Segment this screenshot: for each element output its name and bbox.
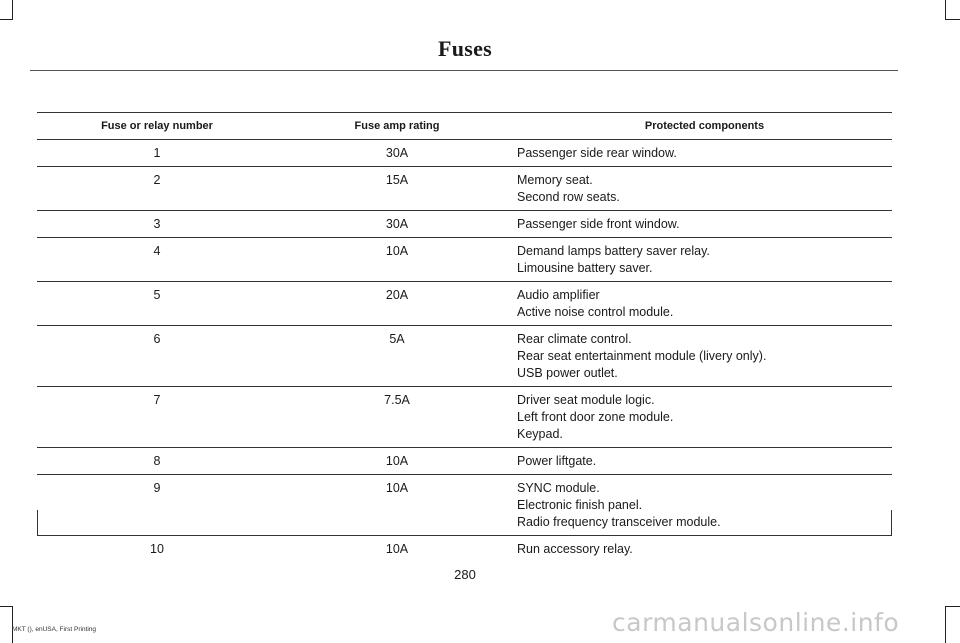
fuse-number-cell: 7 bbox=[153, 393, 161, 407]
fuse-number-cell: 10 bbox=[150, 542, 164, 556]
component-line: Rear seat entertainment module (livery only). bbox=[517, 349, 767, 363]
table-continuation-right bbox=[891, 510, 892, 536]
component-line: Run accessory relay. bbox=[517, 542, 633, 556]
component-line: Power liftgate. bbox=[517, 454, 597, 468]
table-row bbox=[37, 387, 892, 448]
protected-components-cell bbox=[517, 167, 892, 210]
fuse-number-cell: 4 bbox=[153, 244, 161, 258]
amp-rating-cell: 10A bbox=[385, 481, 409, 495]
table-row bbox=[37, 238, 892, 282]
fuse-number-cell: 2 bbox=[153, 173, 161, 187]
crop-mark-top-right-v bbox=[945, 0, 946, 20]
table-continuation-left bbox=[37, 510, 38, 536]
component-line: USB power outlet. bbox=[517, 366, 618, 380]
component-line: SYNC module. bbox=[517, 481, 600, 495]
component-line: Keypad. bbox=[517, 427, 563, 441]
component-line: Passenger side front window. bbox=[517, 217, 680, 231]
crop-mark-top-right-h bbox=[945, 19, 960, 20]
crop-mark-bottom-left-v bbox=[12, 606, 13, 643]
amp-rating-cell: 10A bbox=[385, 244, 409, 258]
component-line: Active noise control module. bbox=[517, 305, 674, 319]
fuse-number-cell: 9 bbox=[153, 481, 161, 495]
table-header-row bbox=[37, 112, 892, 140]
protected-components-cell bbox=[517, 387, 892, 447]
table-row bbox=[37, 536, 892, 562]
protected-components-cell bbox=[517, 536, 892, 562]
component-line: Passenger side rear window. bbox=[517, 146, 677, 160]
table-row bbox=[37, 326, 892, 387]
page-title: Fuses bbox=[437, 36, 493, 61]
table-row bbox=[37, 211, 892, 238]
protected-components-cell bbox=[517, 211, 892, 237]
fuse-number-cell: 3 bbox=[153, 217, 161, 231]
amp-rating-cell: 15A bbox=[385, 173, 409, 187]
protected-components-cell bbox=[517, 282, 892, 325]
component-line: Driver seat module logic. bbox=[517, 393, 655, 407]
footer-print-info: MKT (), enUSA, First Printing bbox=[12, 626, 97, 633]
component-line: Radio frequency transceiver module. bbox=[517, 515, 721, 529]
protected-components-cell bbox=[517, 238, 892, 281]
table-body bbox=[37, 140, 892, 562]
component-line: Second row seats. bbox=[517, 190, 620, 204]
amp-rating-cell: 30A bbox=[385, 217, 409, 231]
amp-rating-cell: 30A bbox=[385, 146, 409, 160]
protected-components-cell bbox=[517, 448, 892, 474]
column-header-amp-rating: Fuse amp rating bbox=[354, 120, 440, 132]
fuse-table bbox=[37, 112, 892, 562]
component-line: Electronic finish panel. bbox=[517, 498, 643, 512]
fuse-number-cell: 8 bbox=[153, 454, 161, 468]
protected-components-cell bbox=[517, 326, 892, 386]
crop-mark-top-left-h bbox=[0, 19, 13, 20]
column-header-fuse-number: Fuse or relay number bbox=[101, 120, 213, 132]
crop-mark-bottom-right-h bbox=[945, 606, 960, 607]
table-row bbox=[37, 140, 892, 167]
amp-rating-cell: 20A bbox=[385, 288, 409, 302]
watermark: carmanualsonline.info bbox=[612, 608, 900, 637]
component-line: Memory seat. bbox=[517, 173, 593, 187]
crop-mark-top-left-v bbox=[12, 0, 13, 20]
component-line: Demand lamps battery saver relay. bbox=[517, 244, 710, 258]
protected-components-cell bbox=[517, 475, 892, 535]
protected-components-cell bbox=[517, 140, 892, 166]
component-line: Left front door zone module. bbox=[517, 410, 674, 424]
table-row bbox=[37, 167, 892, 211]
component-line: Audio amplifier bbox=[517, 288, 600, 302]
component-line: Limousine battery saver. bbox=[517, 261, 653, 275]
page-number: 280 bbox=[454, 567, 476, 582]
fuse-number-cell: 1 bbox=[153, 146, 161, 160]
column-header-protected-components: Protected components bbox=[644, 120, 765, 132]
crop-mark-bottom-left-h bbox=[0, 606, 13, 607]
table-row bbox=[37, 448, 892, 475]
component-line: Rear climate control. bbox=[517, 332, 632, 346]
table-row bbox=[37, 475, 892, 536]
amp-rating-cell: 5A bbox=[389, 332, 405, 346]
fuse-number-cell: 5 bbox=[153, 288, 161, 302]
amp-rating-cell: 10A bbox=[385, 454, 409, 468]
crop-mark-bottom-right-v bbox=[945, 606, 946, 643]
amp-rating-cell: 7.5A bbox=[384, 393, 410, 407]
amp-rating-cell: 10A bbox=[385, 542, 409, 556]
fuse-number-cell: 6 bbox=[153, 332, 161, 346]
table-row bbox=[37, 282, 892, 326]
title-divider bbox=[30, 70, 898, 71]
